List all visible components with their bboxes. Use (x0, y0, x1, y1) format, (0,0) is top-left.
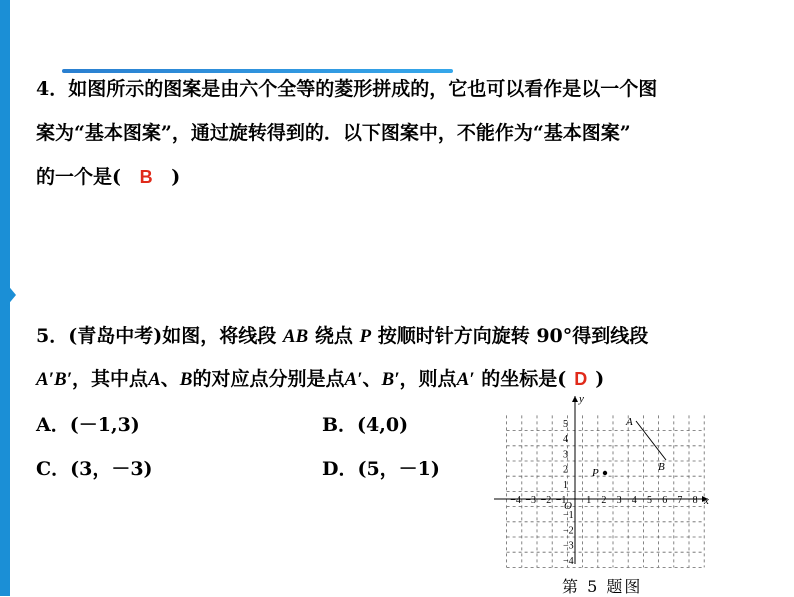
point-p (603, 471, 607, 475)
x-tick-label: 4 (631, 495, 637, 506)
q4-close-paren: ) (171, 166, 181, 188)
y-tick-label: 3 (563, 449, 568, 461)
q5-text-d: ，其中点 (72, 368, 149, 390)
x-tick-label: 1 (586, 495, 592, 506)
x-tick-label: 3 (616, 495, 622, 506)
q5-option-b: B．(4,0) (322, 414, 409, 436)
y-axis-label: y (579, 393, 584, 405)
q5-text-c: 按顺时针方向旋转 90°得到线段 (377, 325, 649, 347)
q5-text-a: 如图，将线段 (162, 325, 277, 347)
q5-text-f: ，则点 (399, 368, 457, 390)
point-a-label: A (626, 416, 633, 428)
x-tick-label: −4 (510, 495, 521, 506)
q5-pt-a: A (148, 369, 161, 390)
q5-line-1 (36, 321, 648, 352)
y-tick-label: 2 (563, 464, 568, 476)
q4-line-3 (36, 162, 180, 192)
x-tick-labels (510, 495, 697, 506)
q5-pt-a1-b: A′ (456, 369, 475, 390)
left-accent-notch (6, 283, 16, 307)
y-tick-label: 5 (563, 419, 568, 430)
point-b-label: B (658, 461, 665, 473)
q5-text-b: 绕点 (314, 325, 353, 347)
q5-option-d: D．(5，－1) (322, 458, 440, 480)
q4-line-2: 案为“基本图案”，通过旋转得到的．以下图案中，不能作为“基本图案” (36, 122, 631, 144)
title-underline (62, 69, 453, 73)
x-tick-label: −2 (540, 495, 552, 506)
x-tick-label: 7 (677, 495, 683, 506)
y-tick-label: −1 (563, 510, 574, 522)
y-tick-label: −3 (563, 540, 574, 552)
q5-close-paren: ) (595, 368, 605, 390)
x-tick-label: 2 (601, 495, 607, 506)
q4-answer: B (139, 167, 153, 187)
q5-seg-ab: AB (282, 326, 309, 347)
y-tick-label: 1 (563, 479, 568, 491)
q4-line-1: 4．如图所示的图案是由六个全等的菱形拼成的，它也可以看作是以一个图 (36, 78, 658, 100)
q5-option-c: C．(3，－3) (36, 458, 153, 480)
q5-point-p: P (359, 326, 372, 347)
q5-pt-a1: A′ (344, 369, 363, 390)
figure-caption: 第 5 题图 (562, 577, 643, 596)
q5-sep: 、 (160, 368, 180, 390)
coordinate-figure (488, 392, 714, 572)
q5-pt-b: B (179, 369, 193, 390)
y-tick-labels (563, 419, 574, 567)
x-tick-label: 8 (692, 495, 698, 506)
coordinate-grid (507, 415, 705, 567)
x-axis-label: x (704, 495, 709, 507)
q5-number: 5． (36, 325, 69, 347)
x-tick-label: −3 (525, 495, 537, 506)
origin-label: O (564, 500, 572, 512)
point-p-label: P (592, 467, 599, 479)
q5-option-a: A．(－1,3) (36, 414, 140, 436)
x-tick-label: 5 (647, 495, 652, 506)
q4-line-3-text: 的一个是( (36, 166, 121, 188)
y-tick-label: −4 (563, 555, 574, 567)
q5-source: (青岛中考) (68, 325, 163, 347)
q5-line-2 (36, 364, 604, 395)
q5-text-g: 的坐标是( (481, 368, 567, 390)
q5-seg-a1b1: A′B′ (36, 369, 73, 390)
y-tick-label: −2 (563, 525, 574, 537)
q5-pt-b1: B′ (381, 369, 400, 390)
q5-answer: D (574, 369, 588, 389)
q5-text-e: 的对应点分别是点 (192, 368, 345, 390)
y-tick-label: 4 (563, 434, 568, 446)
x-tick-label: −1 (555, 495, 567, 506)
segment-ab (636, 421, 666, 460)
q5-sep2: 、 (362, 368, 382, 390)
x-tick-label: 6 (662, 495, 668, 506)
